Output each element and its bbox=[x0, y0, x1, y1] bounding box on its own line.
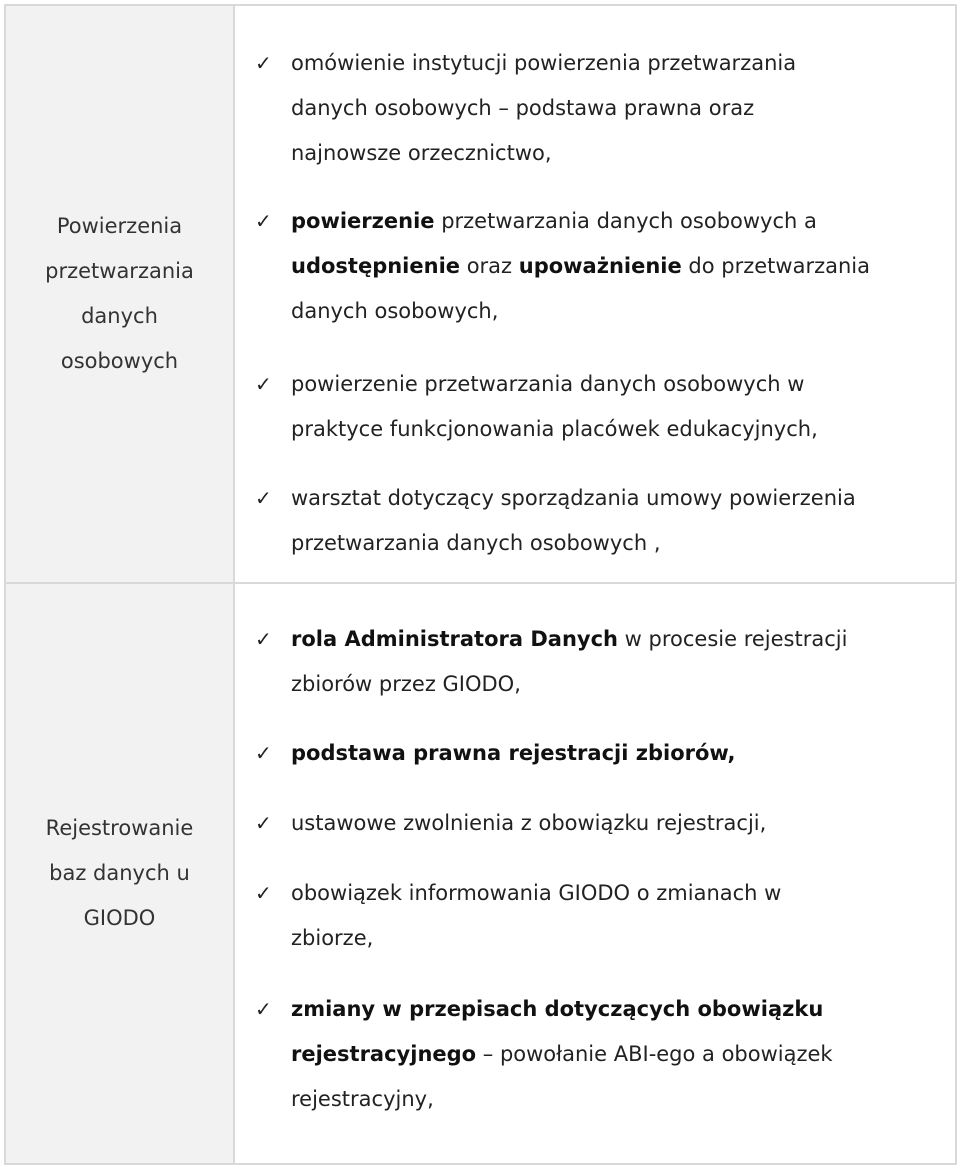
item-bold-text: udostępnienie bbox=[291, 254, 461, 278]
item-text-part: w procesie rejestracji bbox=[618, 627, 848, 651]
list-item bbox=[255, 41, 939, 176]
item-bold-text: podstawa prawna rejestracji zbiorów, bbox=[291, 741, 736, 765]
table-row bbox=[6, 6, 955, 584]
row-label-line: baz danych u bbox=[49, 861, 190, 885]
item-bold-text: rejestracyjnego bbox=[291, 1042, 477, 1066]
row-label-cell bbox=[6, 584, 235, 1163]
row-label-line: osobowych bbox=[60, 349, 179, 373]
item-text: najnowsze orzecznictwo, bbox=[291, 141, 552, 165]
item-text bbox=[255, 731, 939, 776]
item-text: praktyce funkcjonowania placówek edukacyjnych, bbox=[291, 417, 818, 441]
item-text bbox=[255, 1032, 939, 1077]
item-text: rejestracyjny, bbox=[291, 1087, 434, 1111]
item-text-part: przetwarzania danych osobowych a bbox=[434, 209, 817, 233]
item-text: zbiorów przez GIODO, bbox=[291, 672, 521, 696]
item-text: warsztat dotyczący sporządzania umowy powierzenia bbox=[291, 486, 856, 510]
row-label-line: danych bbox=[81, 304, 158, 328]
checkmark-icon: ✓ bbox=[255, 741, 272, 765]
item-text: ustawowe zwolnienia z obowiązku rejestracji, bbox=[291, 811, 767, 835]
row-label-line: Rejestrowanie bbox=[45, 816, 194, 840]
item-bold-text: powierzenie bbox=[291, 209, 435, 233]
checkmark-icon: ✓ bbox=[255, 811, 272, 835]
list-item bbox=[255, 617, 939, 707]
list-item bbox=[255, 987, 939, 1122]
item-text-part: oraz bbox=[460, 254, 519, 278]
item-text: przetwarzania danych osobowych , bbox=[291, 531, 661, 555]
list-item bbox=[255, 362, 939, 452]
item-text: danych osobowych, bbox=[291, 299, 499, 323]
content-table bbox=[4, 4, 957, 1165]
row-label-cell bbox=[6, 6, 235, 582]
item-text bbox=[255, 199, 939, 244]
row-label-line: przetwarzania bbox=[45, 259, 194, 283]
item-text bbox=[255, 244, 939, 289]
list-item bbox=[255, 731, 939, 776]
row-label bbox=[46, 806, 194, 941]
item-text bbox=[255, 987, 939, 1032]
table-row bbox=[6, 584, 955, 1163]
item-text: obowiązek informowania GIODO o zmianach w bbox=[291, 881, 782, 905]
item-bold-text: zmiany w przepisach dotyczących obowiązku bbox=[291, 997, 824, 1021]
row-label-line: GIODO bbox=[83, 906, 156, 930]
row-content-cell bbox=[235, 584, 955, 1163]
row-label-line: Powierzenia bbox=[56, 214, 183, 238]
checkmark-icon: ✓ bbox=[255, 51, 272, 75]
list-item bbox=[255, 199, 939, 334]
checkmark-icon: ✓ bbox=[255, 627, 272, 651]
checkmark-icon: ✓ bbox=[255, 486, 272, 510]
item-text: powierzenie przetwarzania danych osobowych w bbox=[291, 372, 805, 396]
row-label bbox=[45, 204, 194, 384]
checkmark-icon: ✓ bbox=[255, 997, 272, 1021]
checkmark-icon: ✓ bbox=[255, 881, 272, 905]
checkmark-icon: ✓ bbox=[255, 372, 272, 396]
checkmark-icon: ✓ bbox=[255, 209, 272, 233]
list-item bbox=[255, 801, 939, 846]
list-item bbox=[255, 871, 939, 961]
item-bold-text: upoważnienie bbox=[518, 254, 682, 278]
item-text-part: – powołanie ABI-ego a obowiązek bbox=[476, 1042, 833, 1066]
item-bold-text: rola Administratora Danych bbox=[291, 627, 618, 651]
row-content-cell bbox=[235, 6, 955, 582]
item-text bbox=[255, 617, 939, 662]
item-text: danych osobowych – podstawa prawna oraz bbox=[291, 96, 755, 120]
list-item bbox=[255, 476, 939, 566]
item-text: zbiorze, bbox=[291, 926, 374, 950]
item-text: omówienie instytucji powierzenia przetwarzania bbox=[291, 51, 797, 75]
item-text-part: do przetwarzania bbox=[681, 254, 871, 278]
